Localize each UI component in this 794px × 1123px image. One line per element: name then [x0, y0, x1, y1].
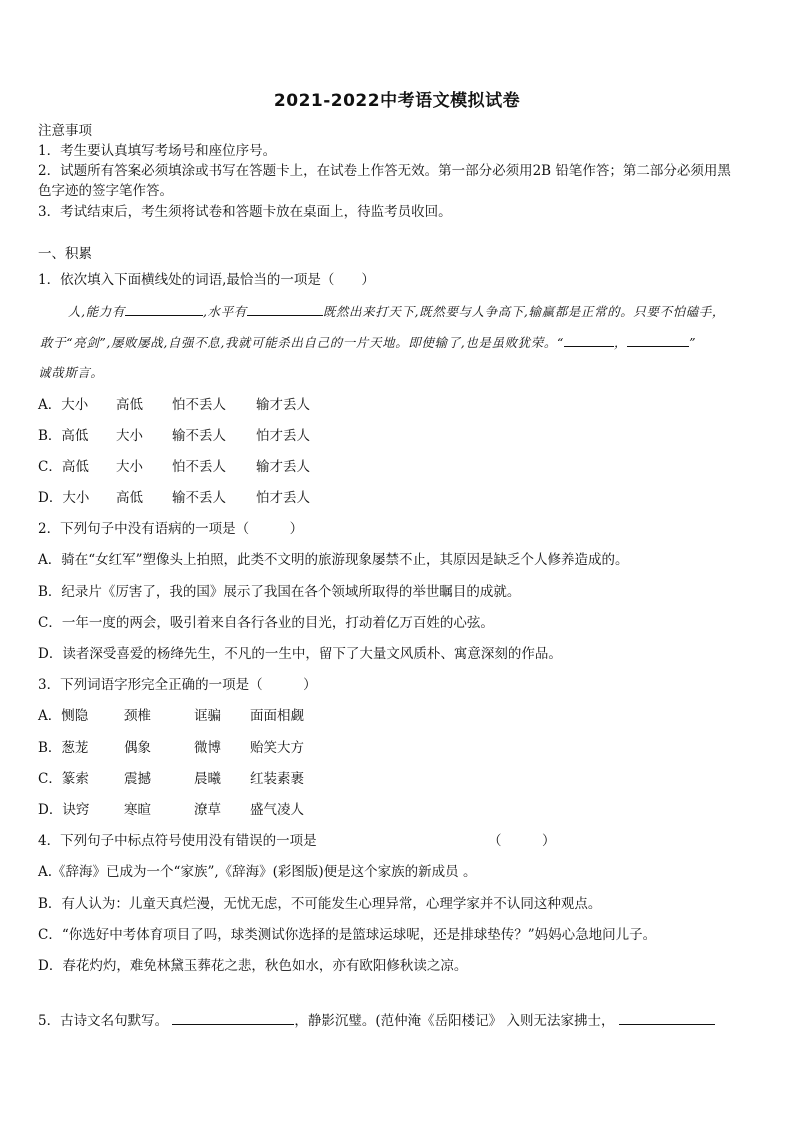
question-3-option-d[interactable] [38, 801, 304, 819]
passage-text: 既然出来打天下,既然要与人争高下,输赢都是正常的。只要不怕磕手， [322, 304, 726, 319]
question-3-option-a[interactable] [38, 707, 304, 725]
question-3-option-c[interactable] [38, 770, 304, 788]
answer-blank[interactable] [125, 302, 203, 316]
option-label: B．葱茏 [38, 740, 89, 756]
question-1-passage-line-2 [40, 333, 696, 352]
option-word: 输不丢人 [172, 428, 226, 444]
option-label: C．篆索 [38, 771, 89, 787]
option-word: 输才丢人 [256, 397, 310, 413]
passage-text: ， [613, 335, 628, 350]
option-word: 高低 [116, 490, 143, 506]
question-4-option-c[interactable]: C．“你选好中考体育项目了吗，球类测试你选择的是篮球运球呢，还是排球垫传？”妈妈心急地问儿子。 [38, 927, 657, 943]
question-5-stem: 5．古诗文名句默写。 [38, 1013, 169, 1029]
passage-text: ” [689, 335, 697, 350]
question-3-option-b[interactable] [38, 739, 304, 757]
question-2-option-d[interactable]: D．读者深受喜爱的杨绛先生，不凡的一生中，留下了大量文风质朴、寓意深刻的作品。 [38, 646, 562, 662]
passage-text: 敢于“亮剑”,屡败屡战,自强不息,我就可能杀出自己的一片天地。即使输了,也是虽败犹荣。“ [40, 335, 564, 350]
question-2-option-b[interactable]: B．纪录片《厉害了，我的国》展示了我国在各个领域所取得的举世瞩目的成就。 [38, 584, 521, 600]
question-1-passage-line-1 [68, 302, 725, 321]
page-title: 2021-2022中考语文模拟试卷 [273, 91, 521, 111]
question-4-answer-paren: （ ） [488, 833, 556, 849]
question-2-option-a[interactable]: A．骑在“女红军”塑像头上拍照，此类不文明的旅游现象屡禁不止，其原因是缺乏个人修养造成的。 [38, 552, 629, 568]
notice-heading: 注意事项 [38, 123, 92, 139]
question-2-option-c[interactable]: C．一年一度的两会，吸引着来自各行各业的目光，打动着亿万百姓的心弦。 [38, 615, 494, 631]
answer-blank[interactable] [619, 1011, 715, 1025]
question-1-option-d[interactable] [38, 489, 310, 507]
answer-blank[interactable] [172, 1011, 294, 1025]
option-word: 红装素裹 [250, 771, 304, 787]
answer-blank[interactable] [247, 302, 323, 316]
option-word: 怕不丢人 [172, 397, 226, 413]
question-4-stem: 4．下列句子中标点符号使用没有错误的一项是 [38, 833, 317, 849]
notice-item-2: 2．试题所有答案必须填涂或书写在答题卡上，在试卷上作答无效。第一部分必须用2B 铅笔作答；第二部分必须用黑 [38, 163, 731, 179]
option-label: D．诀窍 [38, 802, 90, 818]
option-word: 大小 [116, 428, 143, 444]
section-heading: 一、积累 [38, 246, 92, 262]
option-word: 潦草 [194, 802, 221, 818]
notice-item-3: 3．考试结束后，考生须将试卷和答题卡放在桌面上，待监考员收回。 [38, 204, 452, 220]
option-label: C．高低 [38, 459, 89, 475]
question-4-option-d[interactable]: D．春花灼灼，难免林黛玉葬花之悲，秋色如水，亦有欧阳修秋读之凉。 [38, 958, 468, 974]
option-label: B．高低 [38, 428, 89, 444]
question-2-stem: 2．下列句子中没有语病的一项是（ ） [38, 521, 304, 537]
option-word: 震撼 [124, 771, 151, 787]
option-word: 大小 [116, 459, 143, 475]
option-word: 怕才丢人 [256, 490, 310, 506]
option-word: 输才丢人 [256, 459, 310, 475]
passage-text: 人,能力有 [68, 304, 125, 319]
option-word: 怕才丢人 [256, 428, 310, 444]
option-word: 贻笑大方 [250, 740, 304, 756]
answer-blank[interactable] [627, 333, 689, 347]
notice-item-1: 1．考生要认真填写考场号和座位序号。 [38, 143, 277, 159]
option-word: 偶象 [124, 740, 151, 756]
option-label: A．大小 [38, 397, 89, 413]
question-1-passage-line-3: 诚哉斯言。 [38, 365, 104, 380]
option-word: 盛气凌人 [250, 802, 304, 818]
passage-text: ,水平有 [202, 304, 247, 319]
question-5-line [38, 1011, 715, 1030]
option-word: 微博 [194, 740, 221, 756]
option-label: A．恻隐 [38, 708, 89, 724]
option-word: 晨曦 [194, 771, 221, 787]
option-word: 诓骗 [194, 708, 221, 724]
question-3-stem: 3．下列词语字形完全正确的一项是（ ） [38, 677, 317, 693]
question-1-stem: 1．依次填入下面横线处的词语,最恰当的一项是（ ） [38, 272, 375, 288]
option-word: 输不丢人 [172, 490, 226, 506]
option-word: 高低 [116, 397, 143, 413]
question-1-option-a[interactable] [38, 396, 310, 414]
answer-blank[interactable] [564, 333, 614, 347]
option-word: 颈椎 [124, 708, 151, 724]
option-word: 面面相觑 [250, 708, 304, 724]
option-label: D．大小 [38, 490, 90, 506]
question-1-option-b[interactable] [38, 427, 310, 445]
question-4-option-a[interactable]: A.《辞海》已成为一个“家族”,《辞海》(彩图版)便是这个家族的新成员 。 [38, 864, 477, 880]
notice-item-2-cont: 色字迹的签字笔作答。 [38, 183, 173, 199]
option-word: 寒暄 [124, 802, 151, 818]
option-word: 怕不丢人 [172, 459, 226, 475]
question-4-option-b[interactable]: B．有人认为：儿童天真烂漫，无忧无虑，不可能发生心理异常，心理学家并不认同这种观点。 [38, 896, 602, 912]
question-5-text: ，静影沉璧。(范仲淹《岳阳楼记》 入则无法家拂士， [294, 1013, 615, 1029]
question-1-option-c[interactable] [38, 458, 310, 476]
